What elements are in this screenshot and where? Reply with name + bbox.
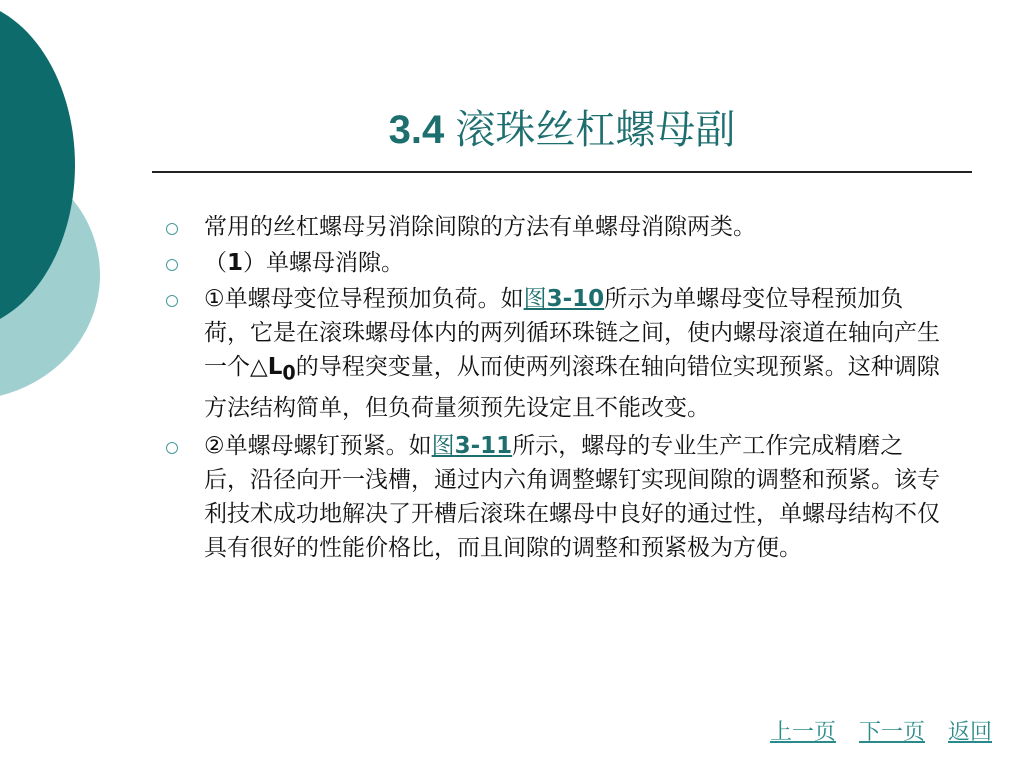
item-rest: ）单螺母消隙。 — [243, 250, 405, 276]
link-char: 图 — [523, 286, 547, 312]
slide-navigation — [754, 715, 992, 746]
item-number: 1 — [227, 250, 244, 276]
bullet-circle-icon — [166, 295, 178, 307]
link-char: 图 — [431, 432, 455, 459]
section-number: 3.4 — [388, 108, 445, 152]
bullet-list — [160, 210, 960, 569]
text-before-link: ①单螺母变位导程预加负荷。如 — [204, 286, 524, 312]
bullet-circle-icon — [166, 259, 178, 271]
bullet-item-2 — [160, 246, 960, 280]
figure-link-3-10[interactable] — [524, 286, 605, 312]
back-link[interactable]: 返回 — [947, 720, 992, 745]
text-tail: 的导程突变量，从而使两列滚珠在轴向错位实现预紧。这种调隙方法结构简单，但负荷量须预先设定且不能改变。 — [204, 354, 940, 421]
link-number: 3-11 — [454, 432, 513, 459]
bullet-circle-icon — [166, 223, 178, 235]
bullet-item-4 — [160, 429, 960, 565]
bullet-text — [204, 429, 949, 565]
bullet-text — [204, 246, 949, 280]
next-page-link[interactable]: 下一页 — [858, 720, 925, 745]
open-paren: （ — [204, 250, 227, 276]
text-after-link: 所示，螺母的专业生产工作完成精磨之后，沿径向开一浅槽，通过内六角调整螺钉实现间隙的调整和预紧。该专利技术成功地解决了开槽后滚珠在螺母中良好的通过性，单螺母结构不仅具有很好的性能价格比，而且间隙的调整和预紧极为方便。 — [204, 432, 940, 561]
bullet-circle-icon — [166, 442, 178, 454]
link-number: 3-10 — [546, 286, 605, 312]
figure-link-3-11[interactable] — [432, 433, 513, 459]
bullet-item-3 — [160, 282, 960, 425]
text-after-link: 所示为单螺母变位导程预加负荷，它是在滚珠螺母体内的两列循环珠链之间，使内螺母滚道在轴向产生一个△ — [204, 286, 940, 380]
bullet-text: 常用的丝杠螺母另消除间隙的方法有单螺母消隙两类。 — [204, 214, 756, 240]
bullet-text — [204, 282, 949, 425]
bullet-item-1 — [160, 210, 960, 244]
title-divider — [152, 171, 972, 173]
prev-page-link[interactable]: 上一页 — [769, 720, 836, 745]
symbol-l: L — [267, 354, 283, 380]
slide-title — [152, 98, 972, 158]
text-before-link: ②单螺母螺钉预紧。如 — [204, 432, 432, 459]
title-text: 滚珠丝杠螺母副 — [455, 108, 736, 152]
symbol-subscript: 0 — [282, 361, 296, 385]
